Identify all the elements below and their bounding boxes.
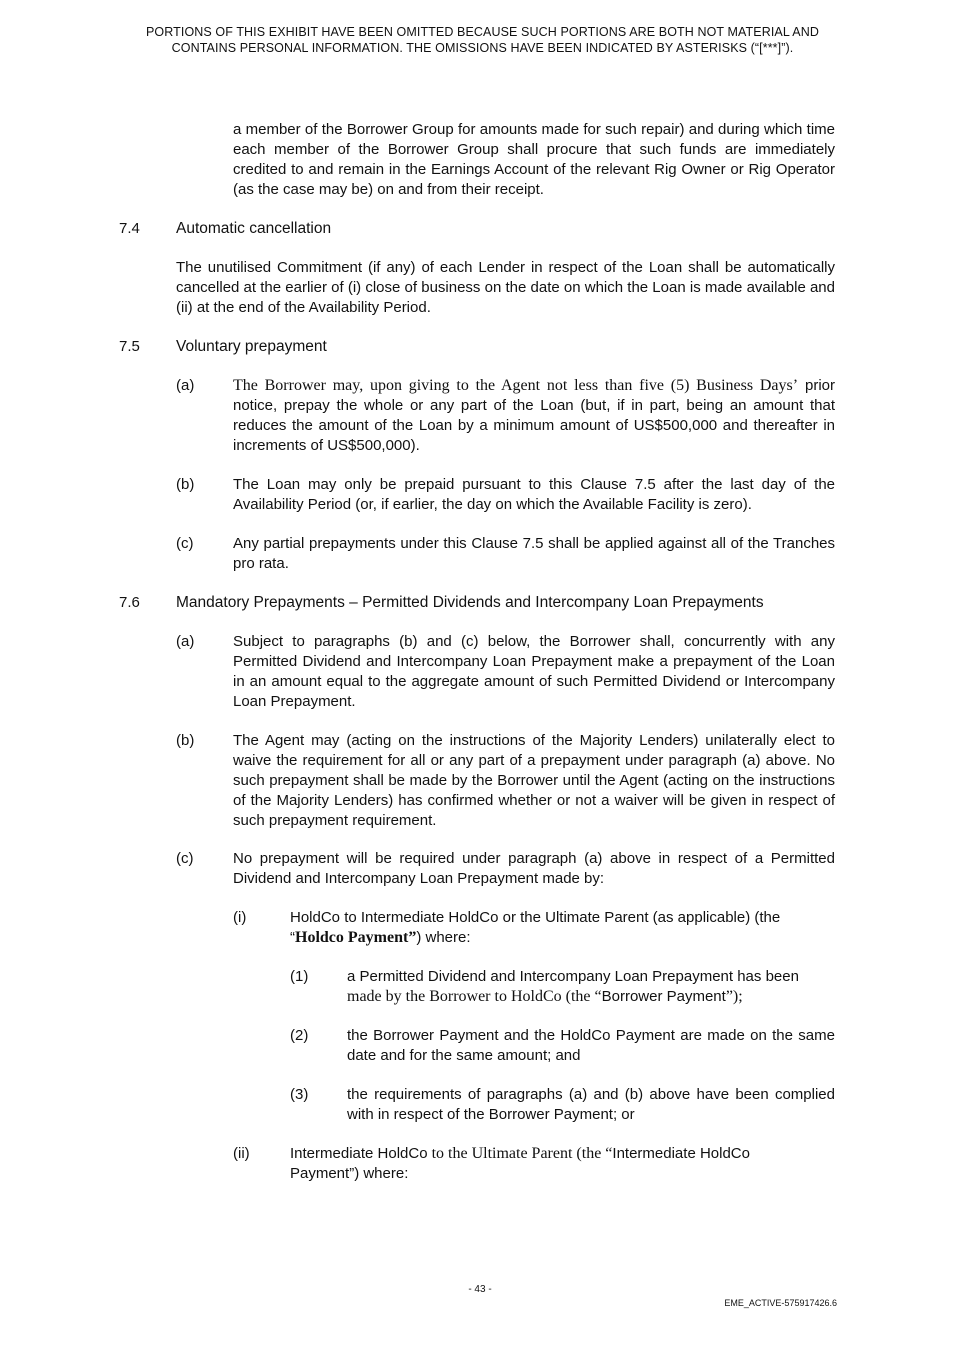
section-7-5-number: 7.5 <box>119 338 140 355</box>
sub-ii-label: (ii) <box>233 1145 250 1162</box>
section-7-6-title: Mandatory Prepayments – Permitted Dividends and Intercompany Loan Prepayments <box>176 594 764 611</box>
clause-7-6-c-label: (c) <box>176 850 194 867</box>
sub-2-text: the Borrower Payment and the HoldCo Payment are made on the same date and for the same amount; and <box>347 1027 835 1064</box>
sub-1-line-2 <box>347 987 835 1007</box>
sub-i-label: (i) <box>233 909 247 926</box>
section-7-6-number: 7.6 <box>119 594 140 611</box>
continuation-paragraph: a member of the Borrower Group for amounts made for such repair) and during which time each member of the Borrower Group shall procure that such funds are immediately credited to and remain in the Earnings Account of the relevant Rig Owner or Rig Operator (as the case may be) on and from their receipt. <box>233 121 835 198</box>
sub-3-label: (3) <box>290 1086 309 1103</box>
sub-1-term: Borrower Payment <box>601 988 726 1005</box>
clause-7-6-a-label: (a) <box>176 633 195 650</box>
sub-ii-text <box>290 1144 835 1184</box>
section-7-4-body: The unutilised Commitment (if any) of each Lender in respect of the Loan shall be automatically cancelled at the earlier of (i) close of business on the date on which the Loan is made available and (ii) at the end of the Availability Period. <box>176 259 835 316</box>
clause-7-5-c-label: (c) <box>176 535 194 552</box>
clause-7-5-c-text: Any partial prepayments under this Clause 7.5 shall be applied against all of the Tranches pro rata. <box>233 535 835 572</box>
page-number: - 43 - <box>468 1284 492 1295</box>
clause-7-5-a-text <box>233 376 835 456</box>
sub-i-line-2 <box>290 928 835 948</box>
sub-1-close: ”); <box>725 988 743 1005</box>
sub-i-text <box>290 908 835 948</box>
clause-7-5-a-first-line: The Borrower may, upon giving to the Agent not less than five (5) Business Days’ <box>233 377 799 394</box>
sub-i-line-1: HoldCo to Intermediate HoldCo or the Ultimate Parent (as applicable) (the <box>290 909 781 926</box>
document-reference: EME_ACTIVE-575917426.6 <box>724 1298 837 1308</box>
sub-3-text: the requirements of paragraphs (a) and (b) above have been complied with in respect of the Borrower Payment; or <box>347 1086 835 1123</box>
clause-7-6-a-text: Subject to paragraphs (b) and (c) below, the Borrower shall, concurrently with any Permitted Dividend and Intercompany Loan Prepayment make a prepayment of the Loan in an amount equal to the aggregate amount of such Permitted Dividend or Intercompany Loan Prepayment. <box>233 633 835 710</box>
header-line-2: CONTAINS PERSONAL INFORMATION. THE OMISSIONS HAVE BEEN INDICATED BY ASTERISKS (“[***]”). <box>171 41 794 55</box>
clause-7-5-b-text: The Loan may only be prepaid pursuant to this Clause 7.5 after the last day of the Availability Period (or, if earlier, the day on which the Available Facility is zero). <box>233 476 835 513</box>
clause-7-6-b-text: The Agent may (acting on the instructions of the Majority Lenders) unilaterally elect to waive the requirement for all or any part of a prepayment under paragraph (a) above. No such prepayment shall be made by the Borrower until the Agent (acting on the instructions of the Majority Lenders) has confirmed whether or not a waiver will be given in respect of such prepayment requirement. <box>233 732 835 829</box>
clause-7-5-a-rest: prior notice, prepay the whole or any part of the Loan (but, if in part, being an amount that reduces the amount of the Loan by a minimum amount of US$500,000 and thereafter in increments of US$500,000). <box>233 377 835 454</box>
sub-ii-line-1 <box>290 1144 835 1164</box>
clause-7-6-b-label: (b) <box>176 732 195 749</box>
sub-ii-serif: to the Ultimate Parent (the “ <box>427 1145 613 1162</box>
sub-ii-term: Intermediate HoldCo <box>612 1145 750 1162</box>
section-7-5-title: Voluntary prepayment <box>176 338 327 355</box>
sub-1-serif: made by the Borrower to HoldCo (the “ <box>347 988 602 1005</box>
sub-ii-party: Intermediate HoldCo <box>290 1145 428 1162</box>
sub-1-text <box>347 967 835 1007</box>
sub-ii-line-2: Payment”) where: <box>290 1165 409 1182</box>
sub-1-label: (1) <box>290 968 309 985</box>
header-line-1: PORTIONS OF THIS EXHIBIT HAVE BEEN OMITTED BECAUSE SUCH PORTIONS ARE BOTH NOT MATERIAL AND <box>145 25 819 39</box>
section-7-4-number: 7.4 <box>119 220 140 237</box>
clause-7-5-b-label: (b) <box>176 476 195 493</box>
sub-i-defined-term: Holdco Payment” <box>295 929 417 946</box>
sub-2-label: (2) <box>290 1027 309 1044</box>
sub-1-line-1: a Permitted Dividend and Intercompany Loan Prepayment has been <box>347 968 799 985</box>
page-header-notice <box>110 24 855 56</box>
clause-7-6-c-text: No prepayment will be required under paragraph (a) above in respect of a Permitted Dividend and Intercompany Loan Prepayment made by: <box>233 850 835 887</box>
sub-i-end: ) where: <box>416 929 471 946</box>
section-7-4-title: Automatic cancellation <box>176 220 332 237</box>
sub-i-open-quote: “ <box>290 929 295 946</box>
clause-7-5-a-label: (a) <box>176 377 195 394</box>
